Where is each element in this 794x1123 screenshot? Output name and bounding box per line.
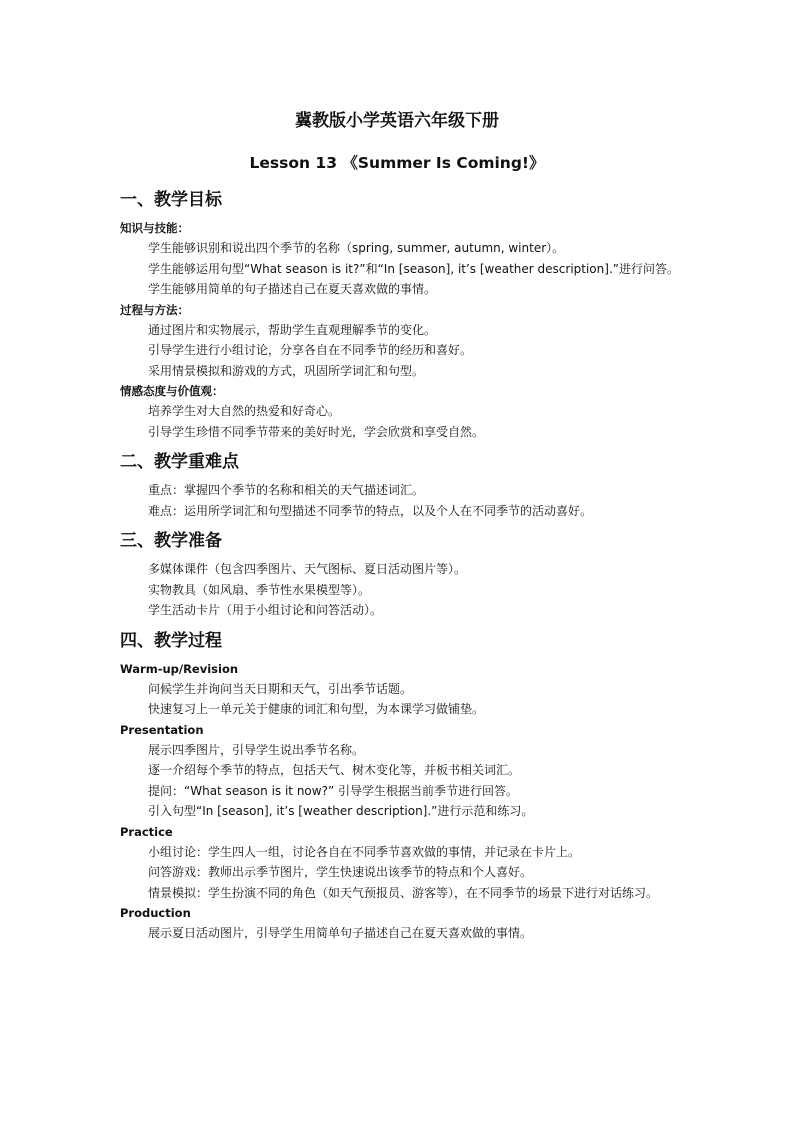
lesson-title: Lesson 13 《Summer Is Coming!》 <box>249 154 545 172</box>
document-body <box>120 188 680 944</box>
subheading-warmup: Warm-up/Revision <box>120 661 239 676</box>
paragraph: 重点：掌握四个季节的名称和相关的天气描述词汇。 <box>148 483 425 497</box>
paragraph: 培养学生对大自然的热爱和好奇心。 <box>148 404 341 418</box>
paragraph: 快速复习上一单元关于健康的词汇和句型，为本课学习做铺垫。 <box>148 702 485 716</box>
paragraph: 问候学生并询问当天日期和天气，引出季节话题。 <box>148 681 413 696</box>
paragraph: 提问：“What season is it now?” 引导学生根据当前季节进行回答。 <box>148 783 518 798</box>
paragraph: 问答游戏：教师出示季节图片，学生快速说出该季节的特点和个人喜好。 <box>148 865 533 879</box>
section-heading-preparation: 三、教学准备 <box>120 531 222 551</box>
paragraph: 通过图片和实物展示，帮助学生直观理解季节的变化。 <box>148 322 437 337</box>
subheading-presentation: Presentation <box>120 722 204 737</box>
subheading-practice: Practice <box>120 824 173 839</box>
paragraph: 学生活动卡片（用于小组讨论和问答活动）。 <box>148 603 383 617</box>
paragraph: 引入句型“In [season], it’s [weather description].”进行示范和练习。 <box>148 804 534 818</box>
subheading-production: Production <box>120 906 191 920</box>
paragraph: 展示四季图片，引导学生说出季节名称。 <box>148 742 365 757</box>
subheading-knowledge: 知识与技能： <box>120 221 189 235</box>
paragraph: 引导学生进行小组讨论，分享各自在不同季节的经历和喜好。 <box>148 343 473 357</box>
paragraph: 采用情景模拟和游戏的方式，巩固所学词汇和句型。 <box>148 363 425 378</box>
paragraph: 实物教具（如风扇、季节性水果模型等）。 <box>148 582 371 597</box>
subheading-emotion: 情感态度与价值观： <box>120 384 224 398</box>
paragraph: 逐一介绍每个季节的特点，包括天气、树木变化等，并板书相关词汇。 <box>148 763 521 777</box>
paragraph: 多媒体课件（包含四季图片、天气图标、夏日活动图片等）。 <box>148 562 467 576</box>
section-heading-objectives: 一、教学目标 <box>120 190 222 210</box>
section-heading-key-points: 二、教学重难点 <box>120 452 239 472</box>
document-title: 冀教版小学英语六年级下册 <box>295 111 499 131</box>
paragraph: 学生能够运用句型“What season is it?”和“In [season], it’s [weather description].”进行问答。 <box>148 261 679 276</box>
paragraph: 难点：运用所学词汇和句型描述不同季节的特点，以及个人在不同季节的活动喜好。 <box>148 503 593 518</box>
paragraph: 小组讨论：学生四人一组，讨论各自在不同季节喜欢做的事情，并记录在卡片上。 <box>148 844 581 859</box>
subheading-process: 过程与方法： <box>120 302 189 317</box>
paragraph: 引导学生珍惜不同季节带来的美好时光，学会欣赏和享受自然。 <box>148 424 485 439</box>
paragraph: 学生能够识别和说出四个季节的名称（spring, summer, autumn, winter）。 <box>148 241 565 255</box>
paragraph: 学生能够用简单的句子描述自己在夏天喜欢做的事情。 <box>148 282 437 296</box>
paragraph: 情景模拟：学生扮演不同的角色（如天气预报员、游客等），在不同季节的场景下进行对话练习。 <box>148 885 659 900</box>
paragraph: 展示夏日活动图片，引导学生用简单句子描述自己在夏天喜欢做的事情。 <box>148 926 533 940</box>
section-heading-procedure: 四、教学过程 <box>120 630 222 651</box>
